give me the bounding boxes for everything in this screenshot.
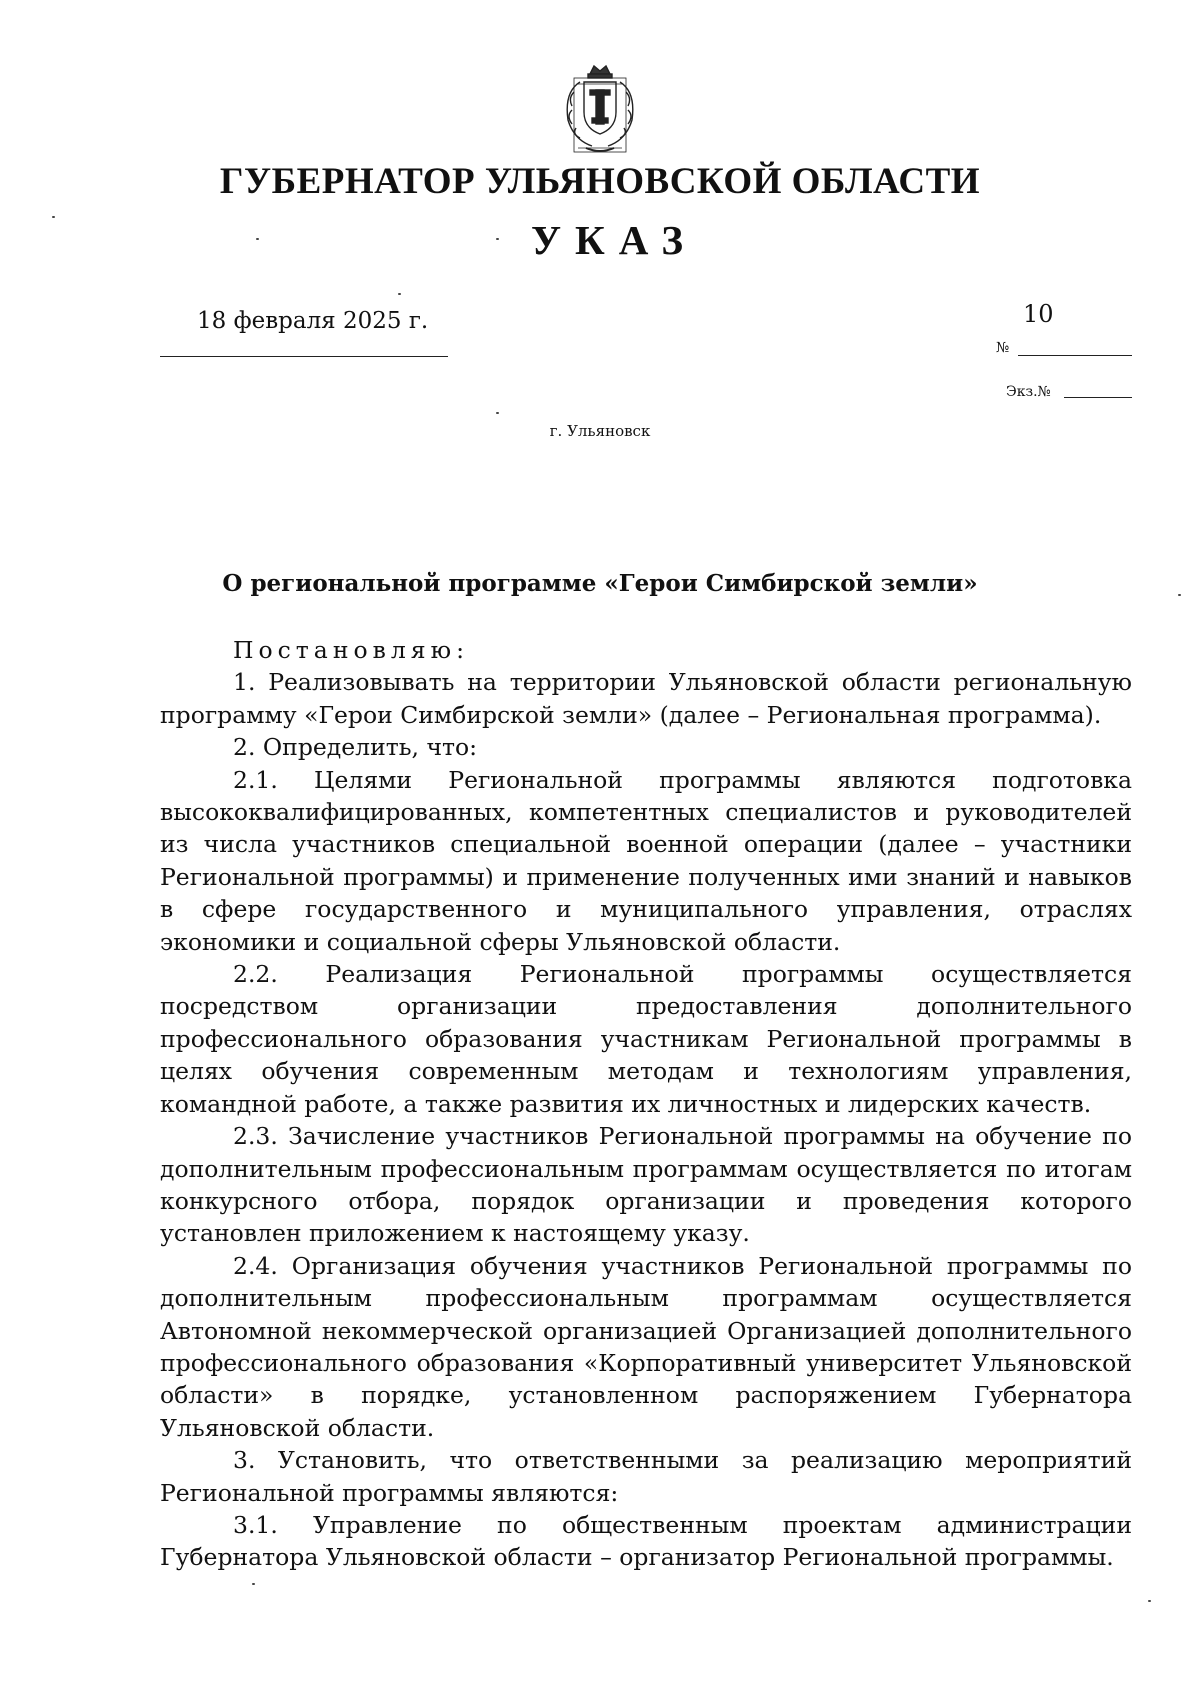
number-underline — [1018, 355, 1132, 356]
date-underline — [160, 356, 448, 357]
paragraph-1: 1. Реализовывать на территории Ульяновской области региональную программу «Герои Симбирской земли» (далее – Региональная программа). — [160, 668, 1132, 729]
scan-speck — [398, 293, 401, 295]
copy-number-underline — [1064, 397, 1132, 398]
document-date: 18 февраля 2025 г. — [197, 308, 429, 334]
scan-speck — [252, 1583, 255, 1585]
document-number: 10 — [1023, 300, 1054, 328]
document-heading: О региональной программе «Герои Симбирской земли» — [222, 570, 978, 597]
paragraph-2: 2. Определить, что: — [233, 733, 478, 762]
scan-speck — [496, 412, 499, 414]
number-label: № — [996, 340, 1010, 356]
paragraph-2-2: 2.2. Реализация Региональной программы осуществляется посредством организации предоставления дополнительного профессионального образования участникам Региональной программы в целях обучения современным методам и технологиям управления, командной работе, а также развития их личностных и лидерских качеств. — [160, 960, 1132, 1118]
scan-speck — [256, 238, 259, 240]
paragraph-2-4: 2.4. Организация обучения участников Региональной программы по дополнительным профессиональным программам осуществляется Автономной некоммерческой организацией Организацией дополнительного профессионального образования «Корпоративный университет Ульяновской области» в порядке, установленном распоряжением Губернатора Ульяновской области. — [160, 1251, 1132, 1442]
issuer-title: ГУБЕРНАТОР УЛЬЯНОВСКОЙ ОБЛАСТИ — [219, 161, 981, 202]
paragraph-2-3: 2.3. Зачисление участников Региональной программы на обучение по дополнительным профессиональным программам осуществляется по итогам конкурсного отбора, порядок организации и проведения которого установлен приложением к настоящему указу. — [160, 1122, 1132, 1248]
scan-speck — [496, 238, 499, 240]
paragraph-resolve: Постановляю: — [233, 636, 469, 664]
city: г. Ульяновск — [549, 422, 651, 440]
scan-speck — [52, 216, 55, 218]
coat-of-arms-icon — [552, 62, 648, 158]
paragraph-3-1: 3.1. Управление по общественным проектам администрации Губернатора Ульяновской области – организатор Региональной программы. — [160, 1510, 1132, 1572]
copy-number-label: Экз.№ — [1006, 384, 1051, 400]
paragraph-2-1: 2.1. Целями Региональной программы являются подготовка высококвалифицированных, компетентных специалистов и руководителей из числа участников специальной военной операции (далее – участники Региональной программы) и применение полученных ими знаний и навыков в сфере государственного и муниципального управления, отраслях экономики и социальной сферы Ульяновской области. — [160, 765, 1132, 956]
paragraph-3: 3. Установить, что ответственными за реализацию мероприятий Региональной программы являются: — [160, 1446, 1132, 1507]
document-type: УКАЗ — [530, 217, 698, 263]
scan-speck — [1178, 594, 1181, 596]
document-body — [160, 634, 1132, 1574]
scan-speck — [1148, 1600, 1151, 1602]
